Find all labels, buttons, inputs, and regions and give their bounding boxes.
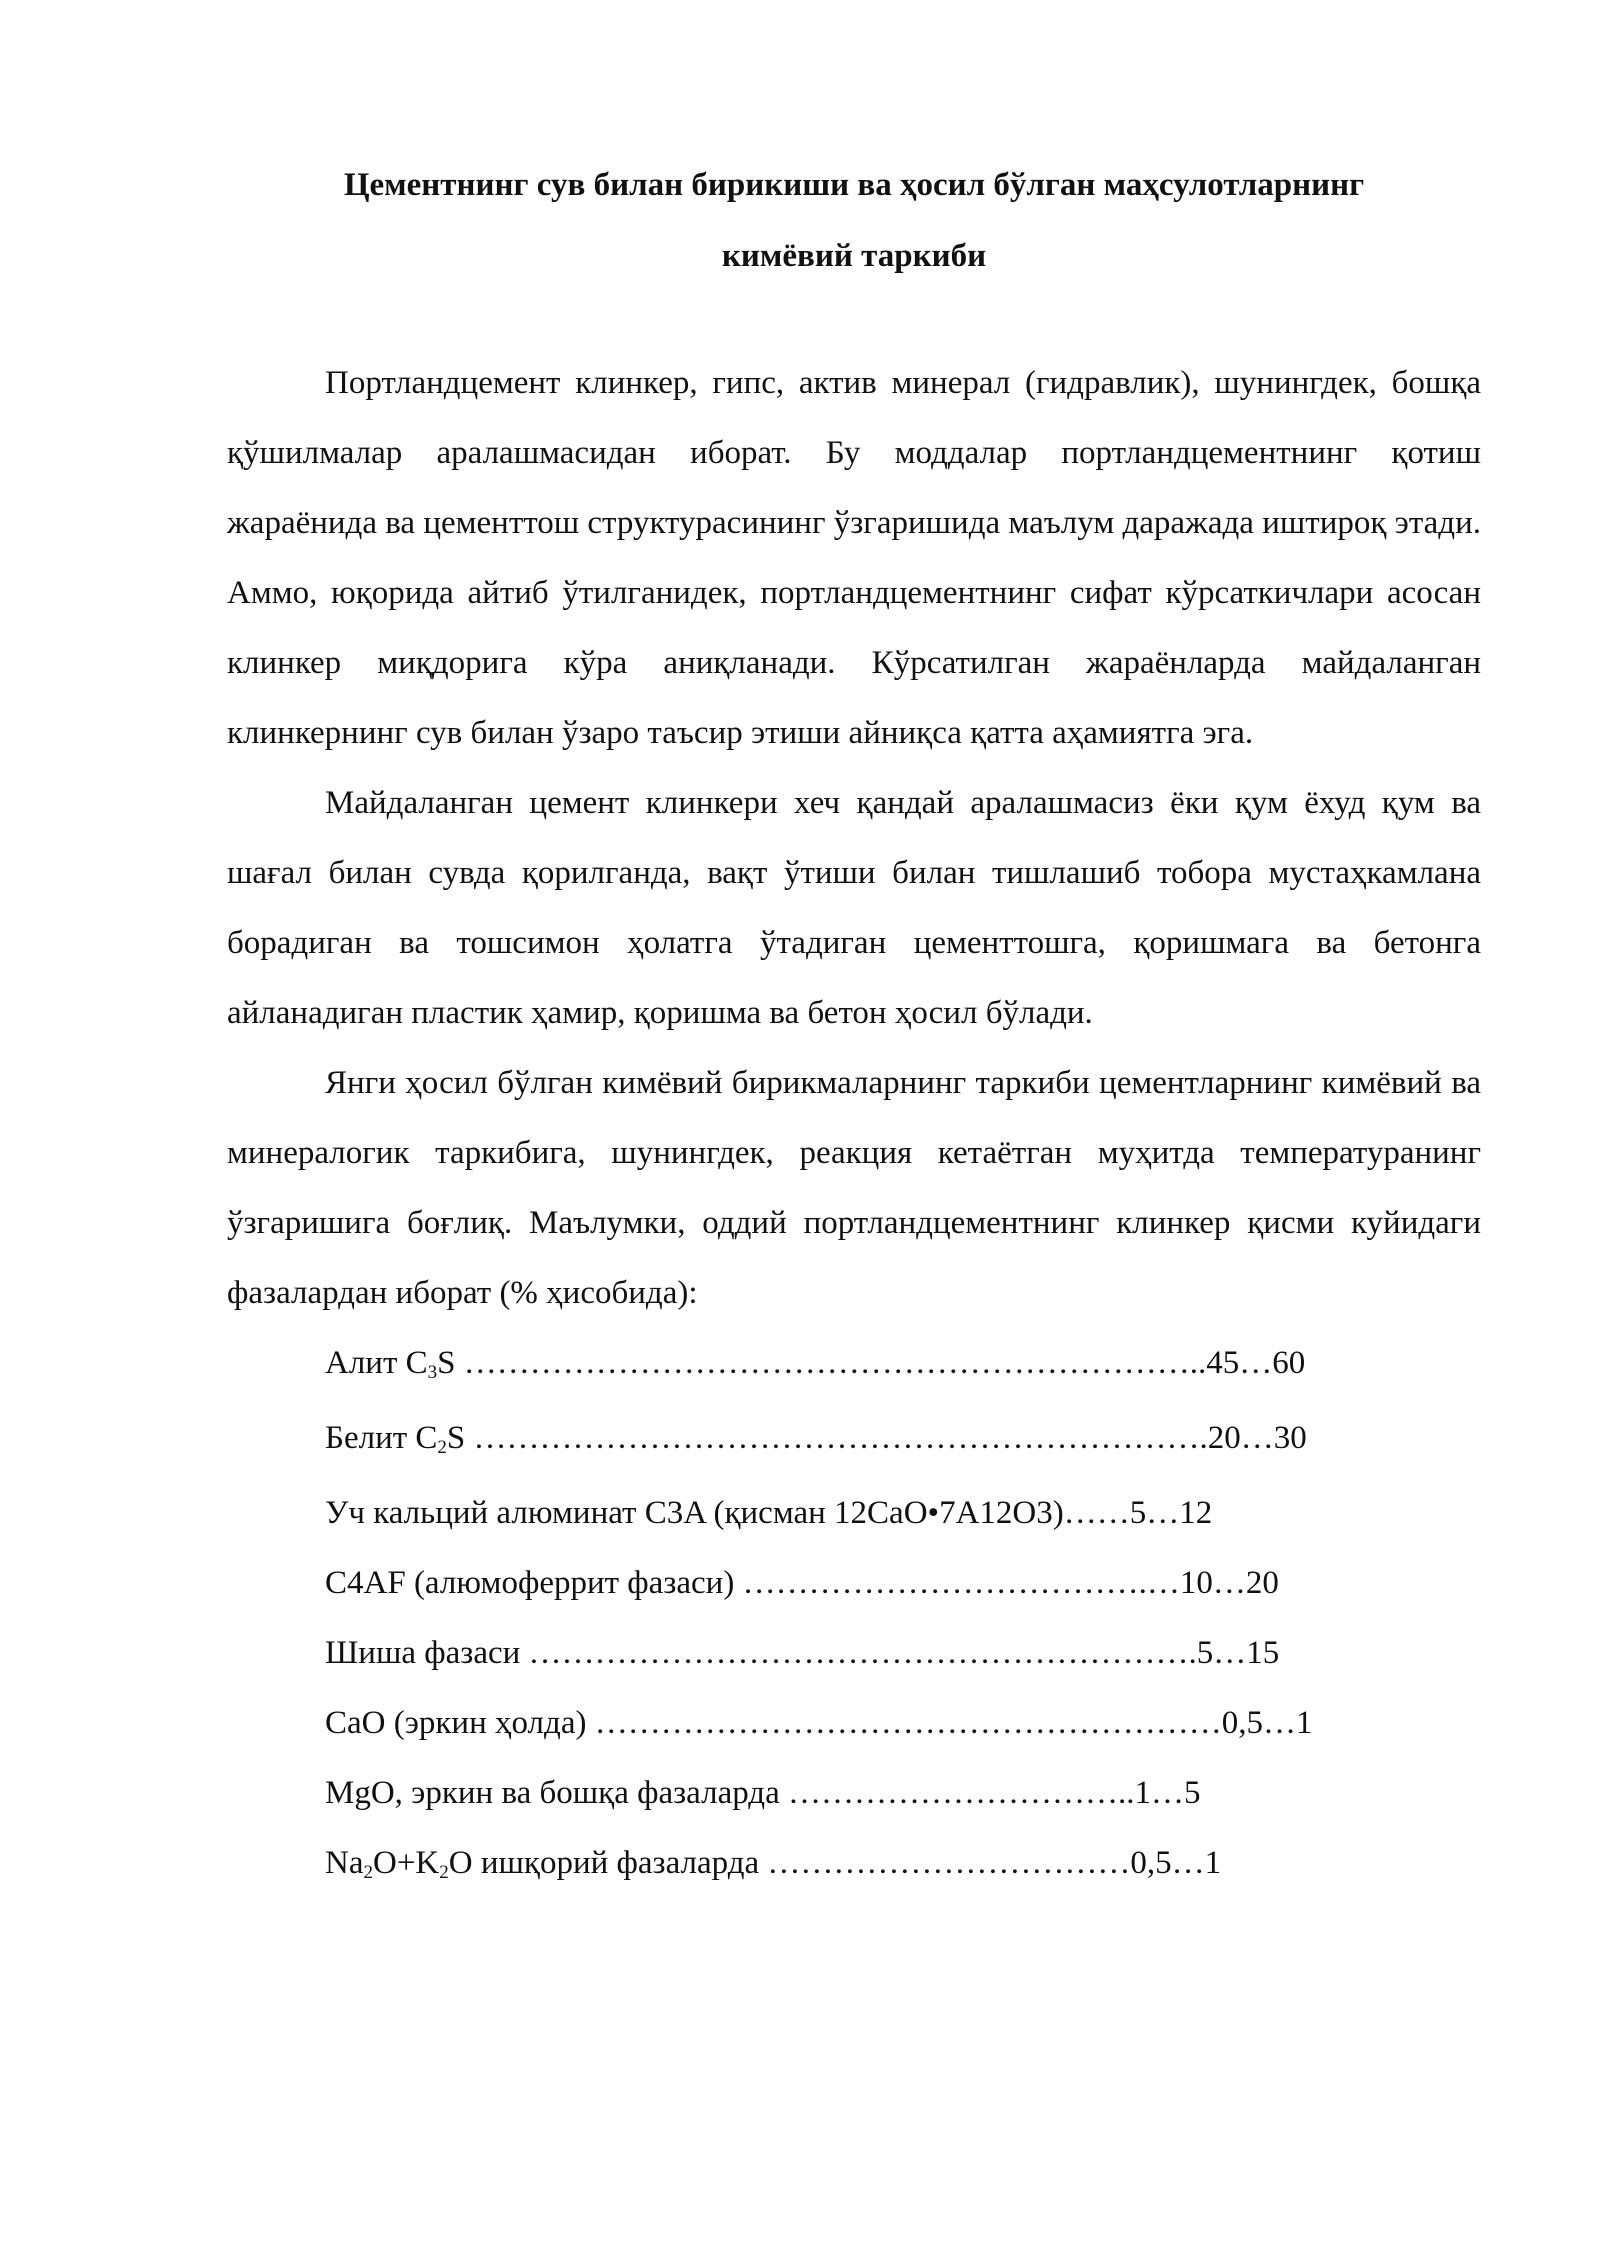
list-item: [325, 1403, 1481, 1478]
leader-dots: ……………………………: [759, 1845, 1131, 1881]
phase-range: 5…15: [1196, 1635, 1280, 1671]
leader-dots: …………………………………………………: [586, 1705, 1222, 1741]
phase-name: Na: [325, 1845, 364, 1881]
phase-range: 0,5…1: [1130, 1845, 1222, 1881]
list-item: [325, 1328, 1481, 1403]
phase-name: Уч кальций алюминат C3A (қисман 12CaO•7A12O3): [325, 1495, 1064, 1531]
leader-dots: …………………………………………………….: [520, 1635, 1197, 1671]
phase-range: 5…12: [1129, 1495, 1213, 1531]
leader-dots: ……………………………….…: [734, 1565, 1180, 1601]
paragraph: Майдаланган цемент клинкери хеч қандай аралашмасиз ёки қум ёхуд қум ва шағал билан сувда қорилганда, вақт ўтиши билан тишлашиб тобора мустаҳкамлана борадиган ва тошсимон ҳолатга ўтадиган цементтошга, қоришмага ва бетонга айланадиган пластик ҳамир, қоришма ва бетон ҳосил бўлади.: [227, 785, 1481, 1031]
document-title: [227, 150, 1481, 292]
list-item: [325, 1548, 1481, 1618]
phase-range: 10…20: [1179, 1565, 1279, 1601]
phase-name: Шиша фазаси: [325, 1635, 521, 1671]
phase-range: 0,5…1: [1221, 1705, 1313, 1741]
phase-name: MgO, эркин ва бошқа фазаларда: [325, 1775, 780, 1811]
phase-name-part: S: [446, 1420, 466, 1456]
leader-dots: …………………………………………………………..: [455, 1345, 1207, 1381]
list-item: [325, 1478, 1481, 1548]
leader-dots: ……: [1063, 1495, 1130, 1531]
paragraph: Портландцемент клинкер, гипс, актив минерал (гидравлик), шунингдек, бошқа қўшилмалар аралашмасидан иборат. Бу моддалар портландцементнинг қотиш жараёнида ва цементтош структурасининг ўзгаришида маълум даражада иштироқ этади. Аммо, юқорида айтиб ўтилганидек, портландцементнинг сифат кўрсаткичлари асосан клинкер миқдорига кўра аниқланади. Кўрсатилган жараёнларда майдаланган клинкернинг сув билан ўзаро таъсир этиши айниқса қатта аҳамиятга эга.: [227, 365, 1481, 751]
phase-name: Алит C: [325, 1345, 428, 1381]
paragraph: Янги ҳосил бўлган кимёвий бирикмаларнинг таркиби цементларнинг кимёвий ва минералогик таркибига, шунингдек, реакция кетаётган муҳитда температуранинг ўзгаришига боғлиқ. Маълумки, оддий портландцементнинг клинкер қисми куйидаги фазалардан иборат (% ҳисобида):: [227, 1065, 1481, 1311]
phase-range: 1…5: [1134, 1775, 1201, 1811]
phase-name-part: O ишқорий фазаларда: [448, 1845, 760, 1881]
phase-name-part: O+K: [372, 1845, 440, 1881]
document-page: [227, 150, 1481, 1903]
phase-range: 45…60: [1206, 1345, 1306, 1381]
title-line-1: Цементнинг сув билан бирикиши ва ҳосил бўлган маҳсулотларнинг: [343, 167, 1365, 203]
list-item: [325, 1758, 1481, 1828]
phase-list: [227, 1328, 1481, 1903]
document-body: [227, 348, 1481, 1903]
list-item: [325, 1688, 1481, 1758]
subscript: 3: [427, 1362, 438, 1383]
subscript: 2: [437, 1437, 447, 1458]
phase-name: C4AF (алюмоферрит фазаси): [325, 1565, 735, 1601]
list-item: [325, 1828, 1481, 1903]
title-line-2: кимёвий таркиби: [721, 238, 987, 274]
list-item: [325, 1618, 1481, 1688]
phase-name: Белит C: [325, 1420, 438, 1456]
phase-range: 20…30: [1207, 1420, 1307, 1456]
subscript: 2: [439, 1862, 449, 1883]
phase-name: CaO (эркин ҳолда): [325, 1705, 587, 1741]
phase-name-part: S: [437, 1345, 456, 1381]
leader-dots: …………………………..: [779, 1775, 1135, 1811]
subscript: 2: [363, 1862, 373, 1883]
leader-dots: ………………………………………………………….: [465, 1420, 1208, 1456]
